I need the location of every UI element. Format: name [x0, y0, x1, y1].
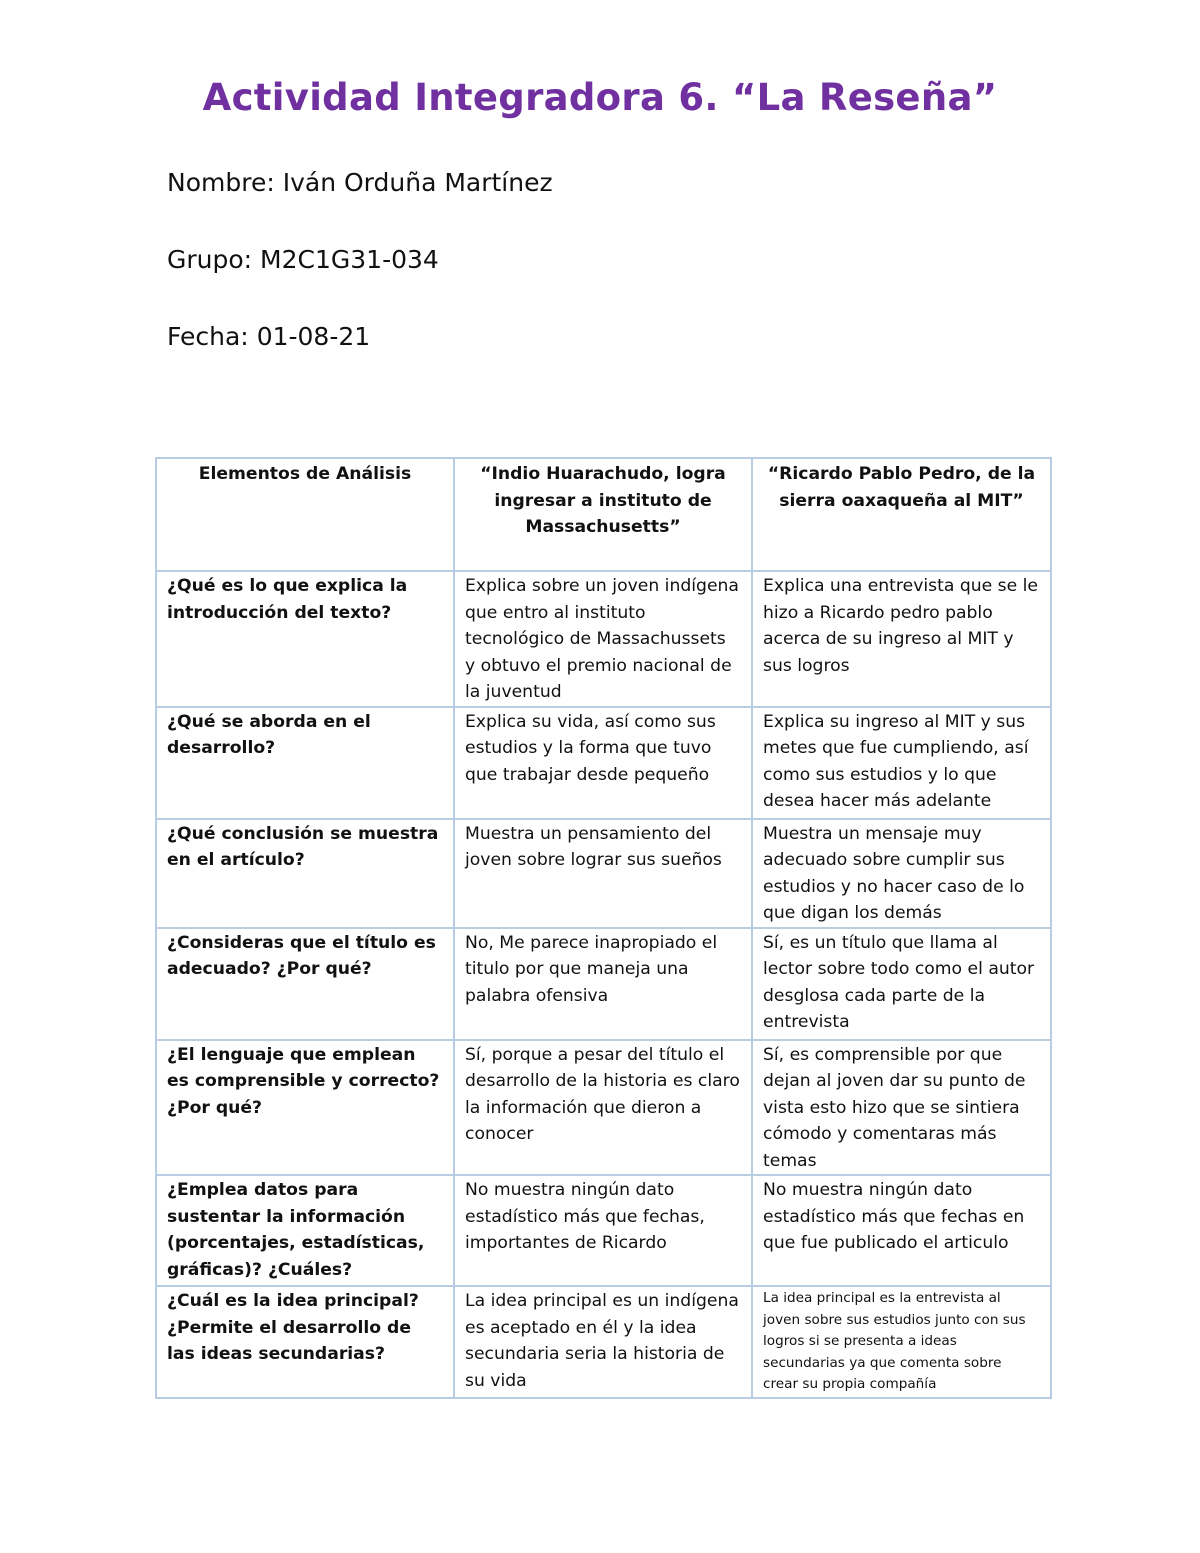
nombre-value: Iván Orduña Martínez: [282, 168, 553, 197]
question-cell: ¿Qué es lo que explica la introducción del texto?: [156, 571, 454, 707]
question-cell: ¿Cuál es la idea principal? ¿Permite el desarrollo de las ideas secundarias?: [156, 1286, 454, 1398]
header-article-2: “Ricardo Pablo Pedro, de la sierra oaxaqueña al MIT”: [752, 458, 1051, 571]
question-cell: ¿Consideras que el título es adecuado? ¿Por qué?: [156, 928, 454, 1040]
answer-cell-article-2: Muestra un mensaje muy adecuado sobre cumplir sus estudios y no hacer caso de lo que digan los demás: [752, 819, 1051, 928]
table-row: [156, 819, 1051, 928]
table-header-row: [156, 458, 1051, 571]
answer-cell-article-1: Muestra un pensamiento del joven sobre lograr sus sueños: [454, 819, 752, 928]
question-cell: ¿Qué se aborda en el desarrollo?: [156, 707, 454, 819]
answer-cell-article-1: No, Me parece inapropiado el titulo por que maneja una palabra ofensiva: [454, 928, 752, 1040]
fecha-value: 01-08-21: [256, 322, 371, 351]
answer-cell-article-2: Sí, es un título que llama al lector sobre todo como el autor desglosa cada parte de la entrevista: [752, 928, 1051, 1040]
answer-cell-article-1: Sí, porque a pesar del título el desarrollo de la historia es claro la información que dieron a conocer: [454, 1040, 752, 1176]
table-row: [156, 571, 1051, 707]
answer-cell-article-1: Explica su vida, así como sus estudios y la forma que tuvo que trabajar desde pequeño: [454, 707, 752, 819]
table-row: [156, 707, 1051, 819]
table-row: [156, 1040, 1051, 1176]
question-cell: ¿Qué conclusión se muestra en el artículo?: [156, 819, 454, 928]
grupo-label: Grupo:: [167, 245, 253, 274]
answer-cell-article-2: La idea principal es la entrevista al joven sobre sus estudios junto con sus logros si se presenta a ideas secundarias ya que comenta sobre crear su propia compañía: [752, 1286, 1051, 1398]
analysis-table: [155, 457, 1052, 1399]
grupo-line: [167, 245, 439, 274]
answer-cell-article-1: Explica sobre un joven indígena que entro al instituto tecnológico de Massachussets y obtuvo el premio nacional de la juventud: [454, 571, 752, 707]
answer-cell-article-2: Explica una entrevista que se le hizo a Ricardo pedro pablo acerca de su ingreso al MIT y sus logros: [752, 571, 1051, 707]
question-cell: ¿El lenguaje que emplean es comprensible y correcto? ¿Por qué?: [156, 1040, 454, 1176]
answer-cell-article-2: Explica su ingreso al MIT y sus metes que fue cumpliendo, así como sus estudios y lo que desea hacer más adelante: [752, 707, 1051, 819]
document-title: Actividad Integradora 6. “La Reseña”: [202, 76, 998, 119]
answer-cell-article-1: No muestra ningún dato estadístico más que fechas, importantes de Ricardo: [454, 1175, 752, 1286]
fecha-label: Fecha:: [167, 322, 249, 351]
table-row: [156, 1286, 1051, 1398]
header-article-1: “Indio Huarachudo, logra ingresar a instituto de Massachusetts”: [454, 458, 752, 571]
answer-cell-article-2: No muestra ningún dato estadístico más que fechas en que fue publicado el articulo: [752, 1175, 1051, 1286]
answer-cell-article-1: La idea principal es un indígena es aceptado en él y la idea secundaria seria la historia de su vida: [454, 1286, 752, 1398]
nombre-line: [167, 168, 553, 197]
table-row: [156, 1175, 1051, 1286]
fecha-line: [167, 322, 370, 351]
header-elementos: Elementos de Análisis: [156, 458, 454, 571]
answer-cell-article-2: Sí, es comprensible por que dejan al joven dar su punto de vista esto hizo que se sintiera cómodo y comentaras más temas: [752, 1040, 1051, 1176]
grupo-value: M2C1G31-034: [260, 245, 439, 274]
question-cell: ¿Emplea datos para sustentar la información (porcentajes, estadísticas, gráficas)? ¿Cuáles?: [156, 1175, 454, 1286]
nombre-label: Nombre:: [167, 168, 275, 197]
table-row: [156, 928, 1051, 1040]
